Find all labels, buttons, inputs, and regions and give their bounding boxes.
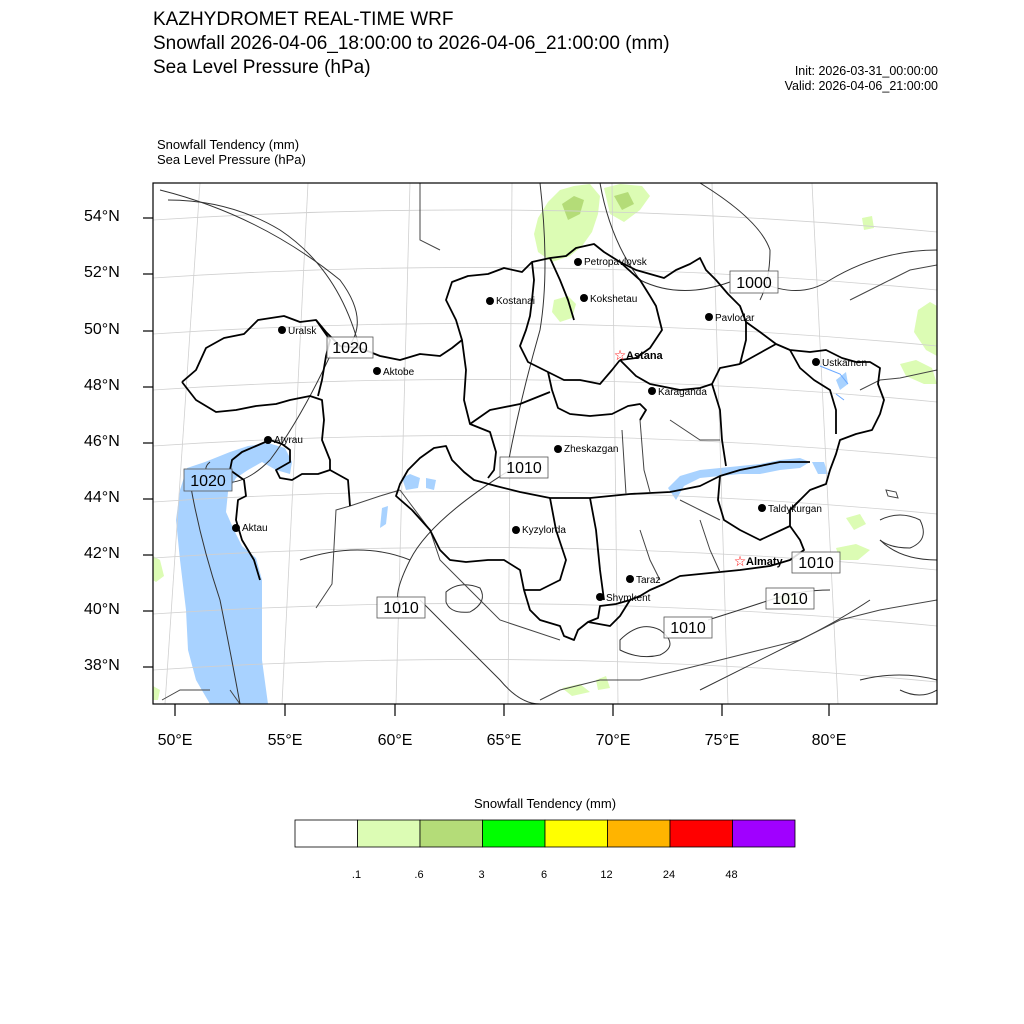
capital-star-icon: ☆ [733, 554, 747, 570]
city-dot [486, 297, 494, 305]
colorbar-swatch [295, 820, 358, 847]
colorbar-swatch [483, 820, 546, 847]
snowfall-area [596, 676, 610, 690]
city-label: Kokshetau [590, 294, 638, 305]
init-time: Init: 2026-03-31_00:00:00 [794, 64, 938, 78]
aral-sea-3 [380, 506, 388, 528]
city-dot [812, 358, 820, 366]
lat-tick-label: 54°N [84, 208, 120, 225]
city-dot [264, 436, 272, 444]
city-dot [626, 575, 634, 583]
city-dot [232, 524, 240, 532]
main-title: KAZHYDROMET REAL-TIME WRF [153, 9, 454, 30]
city-dot [705, 313, 713, 321]
city-label: Pavlodar [715, 313, 755, 324]
field-title: Snowfall 2026-04-06_18:00:00 to 2026-04-06_21:00:00 (mm) [153, 33, 670, 54]
colorbar [295, 820, 795, 881]
city-dot [574, 258, 582, 266]
colorbar-level-label: 3 [478, 869, 485, 881]
lon-ticks [175, 704, 829, 716]
lon-tick-label: 75°E [704, 732, 740, 749]
valid-time: Valid: 2026-04-06_21:00:00 [784, 79, 938, 93]
colorbar-level-label: .6 [414, 869, 424, 881]
city-label: Shymkent [606, 593, 651, 604]
lon-tick-label: 60°E [377, 732, 413, 749]
isobar-label: 1020 [332, 340, 368, 357]
city-label: Taldykurgan [768, 504, 822, 515]
lat-tick-label: 44°N [84, 489, 120, 506]
lat-tick-label: 46°N [84, 433, 120, 450]
colorbar-title: Snowfall Tendency (mm) [473, 796, 617, 811]
lon-tick-label: 55°E [267, 732, 303, 749]
colorbar-level-label: 12 [600, 869, 613, 881]
city-label: Kostanai [496, 296, 535, 307]
city-dot [512, 526, 520, 534]
subtitle-slp: Sea Level Pressure (hPa) [157, 152, 306, 167]
lat-tick-label: 50°N [84, 321, 120, 338]
colorbar-swatch [545, 820, 608, 847]
city-dot [580, 294, 588, 302]
isobar-label: 1000 [736, 275, 772, 292]
city-label: Uralsk [288, 326, 317, 337]
snowfall-area [914, 302, 937, 356]
snowfall-area [836, 544, 870, 560]
snowfall-area [153, 686, 160, 700]
colorbar-swatch [420, 820, 483, 847]
city-label: Atyrau [274, 435, 303, 446]
isobar-label: 1020 [190, 473, 226, 490]
colorbar-swatch [733, 820, 796, 847]
colorbar-level-label: .1 [351, 869, 362, 881]
city-dot [554, 445, 562, 453]
isobar-label: 1010 [383, 600, 419, 617]
cities [232, 257, 867, 604]
colorbar-level-label: 48 [725, 869, 738, 881]
aral-sea-2 [426, 478, 436, 490]
city-label: Zheskazgan [564, 444, 619, 455]
isobar-label: 1010 [772, 591, 808, 608]
snowfall-area [153, 556, 164, 582]
lat-tick-label: 42°N [84, 545, 120, 562]
internal-borders [622, 420, 720, 580]
colorbar-swatch [358, 820, 421, 847]
city-dot [648, 387, 656, 395]
lat-ticks [143, 218, 153, 667]
city-label: Almaty [746, 556, 783, 568]
lake-alakol [812, 462, 828, 474]
city-dot [758, 504, 766, 512]
colorbar-level-label: 24 [662, 869, 676, 881]
lat-tick-label: 48°N [84, 377, 120, 394]
lon-tick-label: 70°E [595, 732, 631, 749]
lon-tick-label: 50°E [157, 732, 193, 749]
city-label: Ustkamen [822, 358, 868, 369]
isobar-label: 1010 [506, 460, 542, 477]
snowfall-area [846, 514, 866, 530]
lat-tick-label: 40°N [84, 601, 120, 618]
city-label: Aktau [242, 523, 268, 534]
city-dot [373, 367, 381, 375]
city-label: Petropavlovsk [584, 257, 647, 268]
snowfall-area [862, 216, 874, 230]
city-label: Taraz [636, 575, 661, 586]
isobar-label: 1010 [670, 620, 706, 637]
city-label: Astana [626, 350, 663, 362]
colorbar-swatch [670, 820, 733, 847]
isobar-label: 1010 [798, 555, 834, 572]
colorbar-level-label: 6 [540, 869, 548, 881]
colorbar-swatch [608, 820, 671, 847]
capital-star-icon: ☆ [613, 348, 627, 364]
field-title-2: Sea Level Pressure (hPa) [153, 57, 371, 78]
snowfall-area [552, 296, 576, 322]
subtitle-snowfall: Snowfall Tendency (mm) [157, 137, 300, 152]
city-label: Kyzylorda [522, 525, 566, 536]
city-dot [278, 326, 286, 334]
lon-tick-label: 80°E [811, 732, 847, 749]
lon-tick-label: 65°E [486, 732, 522, 749]
lake-balkhash [668, 458, 810, 500]
lat-tick-label: 38°N [84, 657, 120, 674]
lat-tick-label: 52°N [84, 264, 120, 281]
city-label: Karaganda [658, 387, 707, 398]
city-dot [596, 593, 604, 601]
city-label: Aktobe [383, 367, 415, 378]
snowfall-area [900, 360, 937, 384]
